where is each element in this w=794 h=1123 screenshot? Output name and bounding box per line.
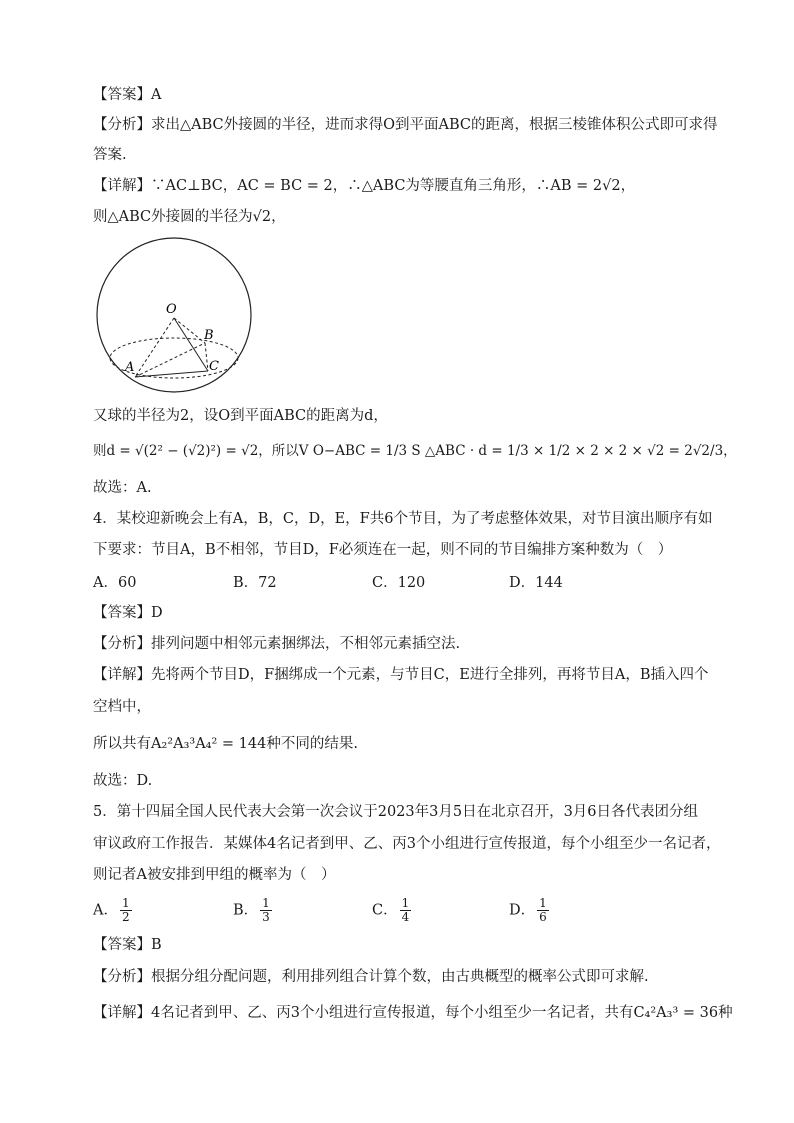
q3-detail-line3: 又球的半径为2，设O到平面ABC的距离为d， — [93, 408, 388, 424]
label-a: A — [125, 360, 135, 375]
q4-detail-line2: 空档中， — [93, 699, 151, 715]
q4-analysis: 【分析】排列问题中相邻元素捆绑法，不相邻元素插空法. — [93, 636, 461, 652]
q5-options — [93, 897, 733, 931]
label-o: O — [166, 302, 177, 317]
q5-option-b: B． $\frac{1}{3}$ — [233, 896, 270, 924]
q3-analysis-line1: 【分析】求出△ABC外接圆的半径，进而求得O到平面ABC的距离，根据三棱锥体积公式即可求得 — [93, 117, 718, 133]
q3-conclusion: 故选：A. — [93, 480, 152, 496]
sphere-figure — [92, 235, 256, 395]
q3-detail-line2: 则△ABC外接圆的半径为√2， — [93, 209, 286, 225]
q3-answer: 【答案】A — [93, 87, 162, 103]
q5-answer: 【答案】B — [93, 937, 162, 953]
q4-stem-line1: 4．某校迎新晚会上有A，B，C，D，E，F共6个节目，为了考虑整体效果，对节目演出顺序有如 — [93, 511, 713, 527]
edge-oa — [135, 318, 174, 377]
q4-options — [93, 571, 733, 593]
fraction: $\frac{1}{3}$ — [262, 896, 270, 924]
label-b: B — [204, 328, 214, 343]
fraction: $\frac{1}{4}$ — [401, 896, 410, 924]
edge-oc — [174, 318, 208, 371]
q4-option-a: A．60 — [93, 575, 137, 591]
q5-option-c: C． $\frac{1}{4}$ — [372, 896, 410, 924]
q5-stem-line1: 5．第十四届全国人民代表大会第一次会议于2023年3月5日在北京召开，3月6日各代表团分组 — [93, 804, 699, 820]
q4-detail-line1: 【详解】先将两个节目D，F捆绑成一个元素，与节目C，E进行全排列，再将节目A，B插入四个 — [93, 667, 709, 683]
edge-ob — [174, 318, 205, 343]
q4-option-c: C．120 — [372, 575, 426, 591]
q5-option-a: A． $\frac{1}{2}$ — [93, 896, 130, 924]
fraction: $\frac{1}{2}$ — [121, 896, 130, 924]
q4-option-d: D．144 — [509, 575, 563, 591]
q3-detail-line1: 【详解】∵AC⊥BC，AC = BC = 2，∴△ABC为等腰直角三角形，∴AB = 2√2， — [93, 178, 636, 194]
q5-stem-line2: 审议政府工作报告．某媒体4名记者到甲、乙、丙3个小组进行宣传报道，每个小组至少一名记者， — [93, 836, 721, 852]
q4-detail-line3: 所以共有A₂²A₃³A₄² = 144种不同的结果. — [93, 736, 358, 752]
label-c: C — [209, 359, 219, 374]
q5-analysis: 【分析】根据分组分配问题，利用排列组合计算个数，由古典概型的概率公式即可求解. — [93, 969, 649, 985]
q4-answer: 【答案】D — [93, 605, 163, 621]
q4-option-b: B．72 — [233, 575, 277, 591]
q4-conclusion: 故选：D. — [93, 773, 153, 789]
q5-option-d: D． $\frac{1}{6}$ — [509, 896, 547, 924]
q5-stem-line3: 则记者A被安排到甲组的概率为（ ） — [93, 867, 336, 883]
q5-detail-line1: 【详解】4名记者到甲、乙、丙3个小组进行宣传报道，每个小组至少一名记者，共有C₄²A₃³ = 36种 — [93, 1005, 733, 1021]
q3-analysis-line2: 答案. — [93, 147, 127, 163]
fraction: $\frac{1}{6}$ — [539, 896, 547, 924]
q3-detail-line4: 则d = √(2² − (√2)²) = √2，所以V O−ABC = 1/3 S △ABC · d = 1/3 × 1/2 × 2 × 2 × √2 = 2√2/3， — [93, 443, 737, 459]
q4-stem-line2: 下要求：节目A，B不相邻，节目D，F必须连在一起，则不同的节目编排方案种数为（ ） — [93, 542, 673, 558]
